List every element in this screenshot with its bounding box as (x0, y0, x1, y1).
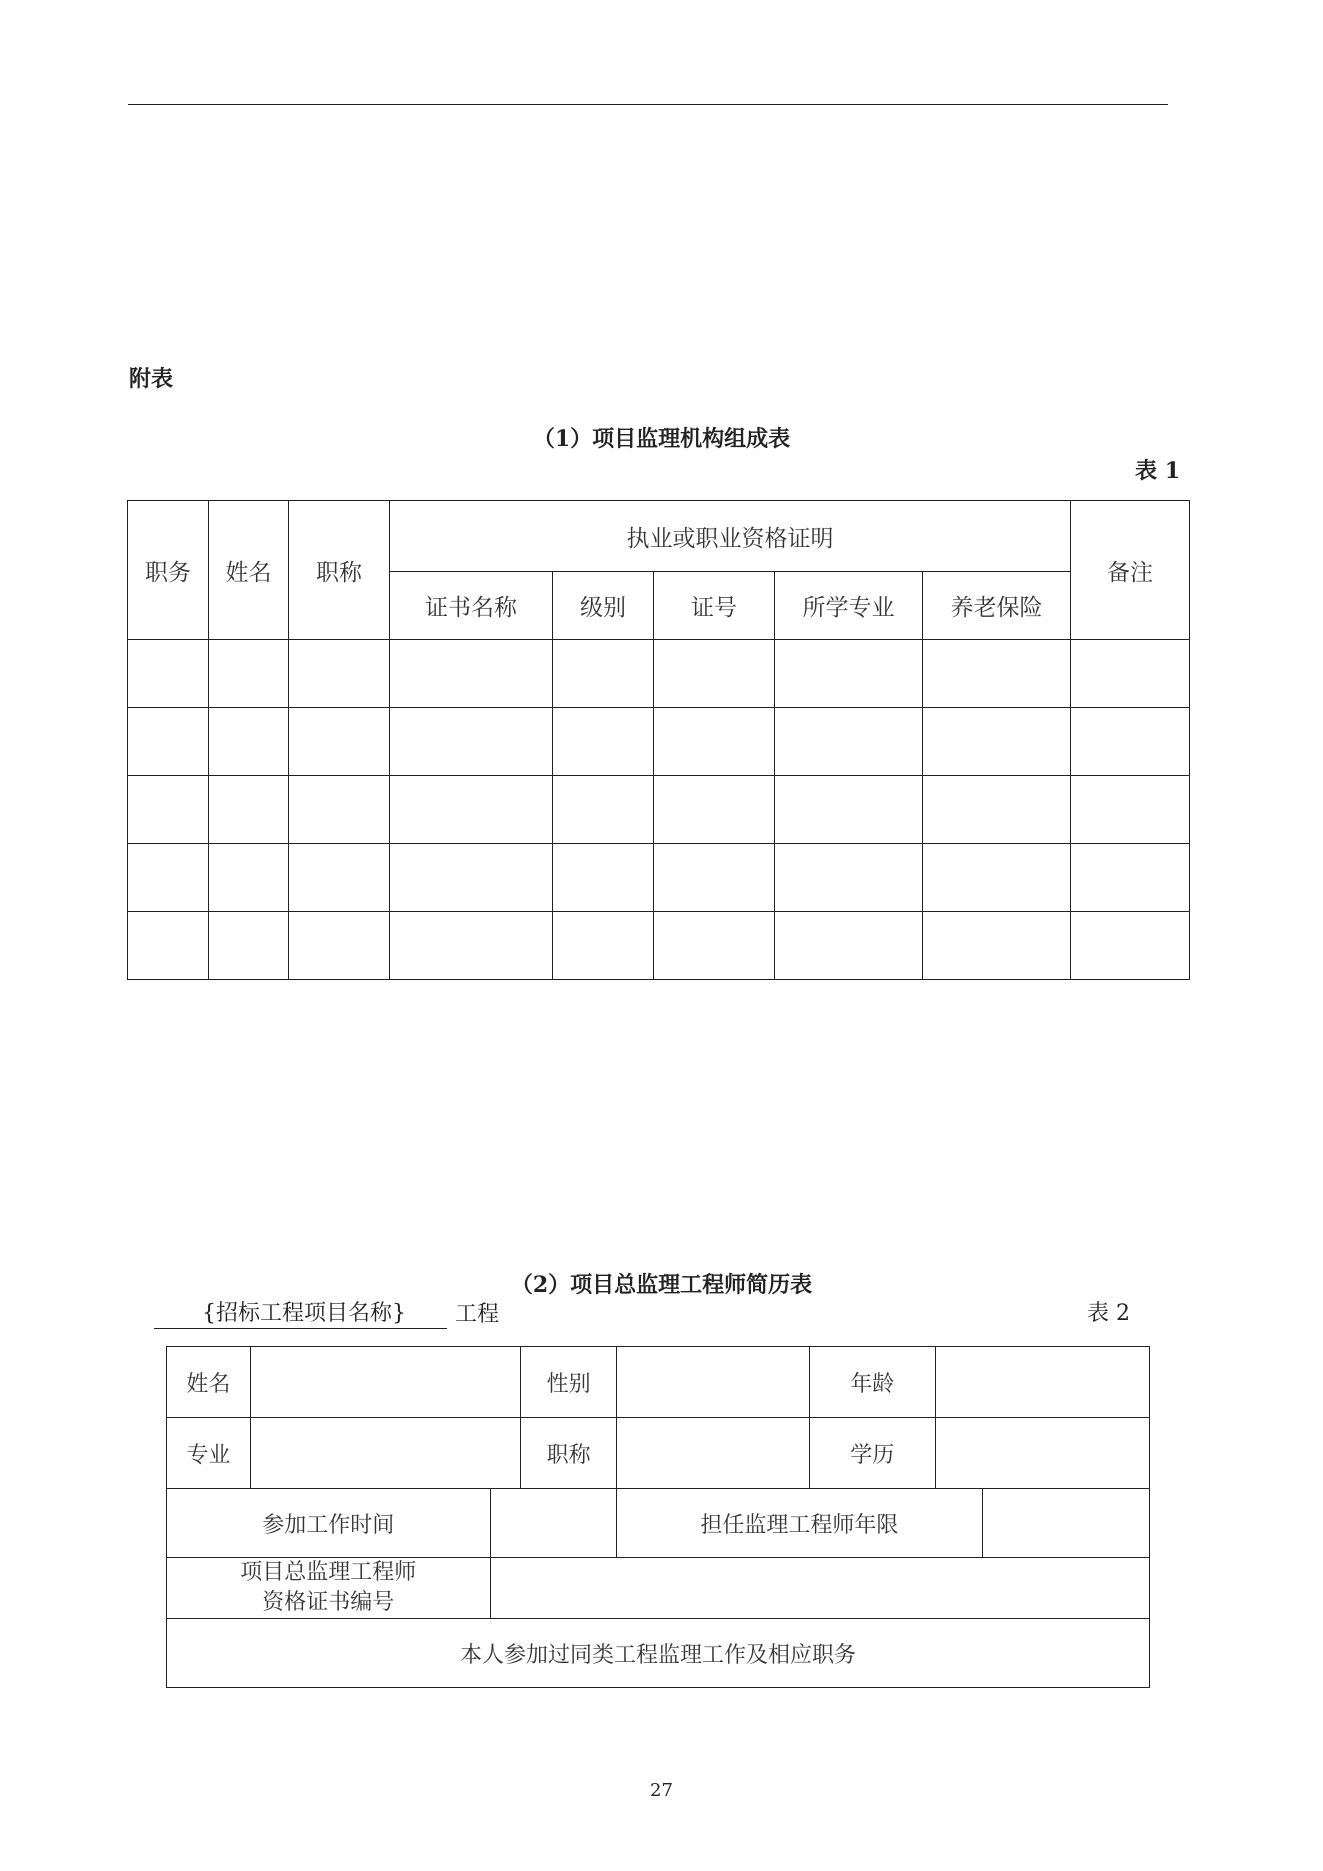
table-cell (775, 776, 923, 844)
table-cell (553, 844, 654, 912)
table-cell (1071, 912, 1190, 980)
table-cell (775, 844, 923, 912)
table-cell (923, 844, 1071, 912)
table-cell (128, 912, 209, 980)
name-value (250, 1347, 520, 1418)
table-row (128, 776, 1190, 844)
table-row (128, 912, 1190, 980)
header-qualification-group: 执业或职业资格证明 (390, 501, 1071, 572)
page-number: 27 (650, 1780, 673, 1801)
table2-title: （2）项目总监理工程师简历表 (510, 1272, 813, 1298)
table1-title: （1）项目监理机构组成表 (532, 426, 791, 452)
gender-label: 性别 (521, 1347, 617, 1418)
experience-label: 本人参加过同类工程监理工作及相应职务 (167, 1619, 1150, 1688)
table-cell (289, 776, 390, 844)
education-label: 学历 (810, 1418, 936, 1489)
table-cell (289, 708, 390, 776)
table-cell (775, 912, 923, 980)
header-certificate-name: 证书名称 (390, 572, 553, 640)
table-row (128, 708, 1190, 776)
table-cell (553, 912, 654, 980)
supervisor-years-label: 担任监理工程师年限 (617, 1489, 982, 1558)
table-cell (1071, 640, 1190, 708)
title-value (617, 1418, 810, 1489)
table-cell (390, 776, 553, 844)
education-value (935, 1418, 1149, 1489)
table-cell (209, 708, 289, 776)
header-level: 级别 (553, 572, 654, 640)
project-name-line (154, 1300, 499, 1329)
table-cell (553, 640, 654, 708)
table-cell (289, 912, 390, 980)
table-row (128, 844, 1190, 912)
table-cell (654, 708, 775, 776)
project-name-placeholder: {招标工程项目名称} (154, 1300, 447, 1329)
age-value (935, 1347, 1149, 1418)
table-cell (390, 708, 553, 776)
certificate-number-value (490, 1558, 1149, 1619)
table-cell (289, 640, 390, 708)
table-cell (1071, 776, 1190, 844)
table-cell (128, 640, 209, 708)
table-cell (1071, 844, 1190, 912)
header-name: 姓名 (209, 501, 289, 640)
major-label: 专业 (167, 1418, 251, 1489)
table2-label: 表 2 (1087, 1301, 1130, 1326)
certificate-number-label (167, 1558, 491, 1619)
table-cell (1071, 708, 1190, 776)
table-cell (654, 844, 775, 912)
table-row (128, 640, 1190, 708)
table-cell (390, 844, 553, 912)
table-cell (209, 912, 289, 980)
table-cell (923, 708, 1071, 776)
table-cell (923, 912, 1071, 980)
table-cell (654, 776, 775, 844)
major-value (250, 1418, 520, 1489)
header-pension: 养老保险 (923, 572, 1071, 640)
table-cell (209, 776, 289, 844)
table-cell (553, 708, 654, 776)
table-cell (923, 776, 1071, 844)
table-cell (775, 708, 923, 776)
age-label: 年龄 (810, 1347, 936, 1418)
table-cell (390, 912, 553, 980)
table-cell (128, 844, 209, 912)
table-cell (390, 640, 553, 708)
work-start-value (490, 1489, 617, 1558)
header-rule (128, 104, 1168, 105)
gender-value (617, 1347, 810, 1418)
certificate-label-line1: 项目总监理工程师 (240, 1560, 417, 1585)
certificate-label-line2: 资格证书编号 (262, 1590, 395, 1615)
table-cell (289, 844, 390, 912)
title-label: 职称 (521, 1418, 617, 1489)
supervisor-years-value (982, 1489, 1149, 1558)
header-title: 职称 (289, 501, 390, 640)
chief-supervisor-resume-table (166, 1346, 1150, 1688)
table-cell (209, 640, 289, 708)
table-cell (209, 844, 289, 912)
header-certificate-number: 证号 (654, 572, 775, 640)
table-cell (654, 640, 775, 708)
table-cell (553, 776, 654, 844)
name-label: 姓名 (167, 1347, 251, 1418)
header-major: 所学专业 (775, 572, 923, 640)
project-supervision-table (127, 500, 1190, 980)
appendix-title: 附表 (129, 366, 174, 392)
work-start-label: 参加工作时间 (167, 1489, 491, 1558)
table-cell (128, 776, 209, 844)
table-cell (128, 708, 209, 776)
header-remarks: 备注 (1071, 501, 1190, 640)
project-suffix: 工程 (455, 1302, 500, 1327)
table-cell (923, 640, 1071, 708)
table-cell (775, 640, 923, 708)
table-cell (654, 912, 775, 980)
header-position: 职务 (128, 501, 209, 640)
table1-label: 表 1 (1135, 458, 1180, 484)
